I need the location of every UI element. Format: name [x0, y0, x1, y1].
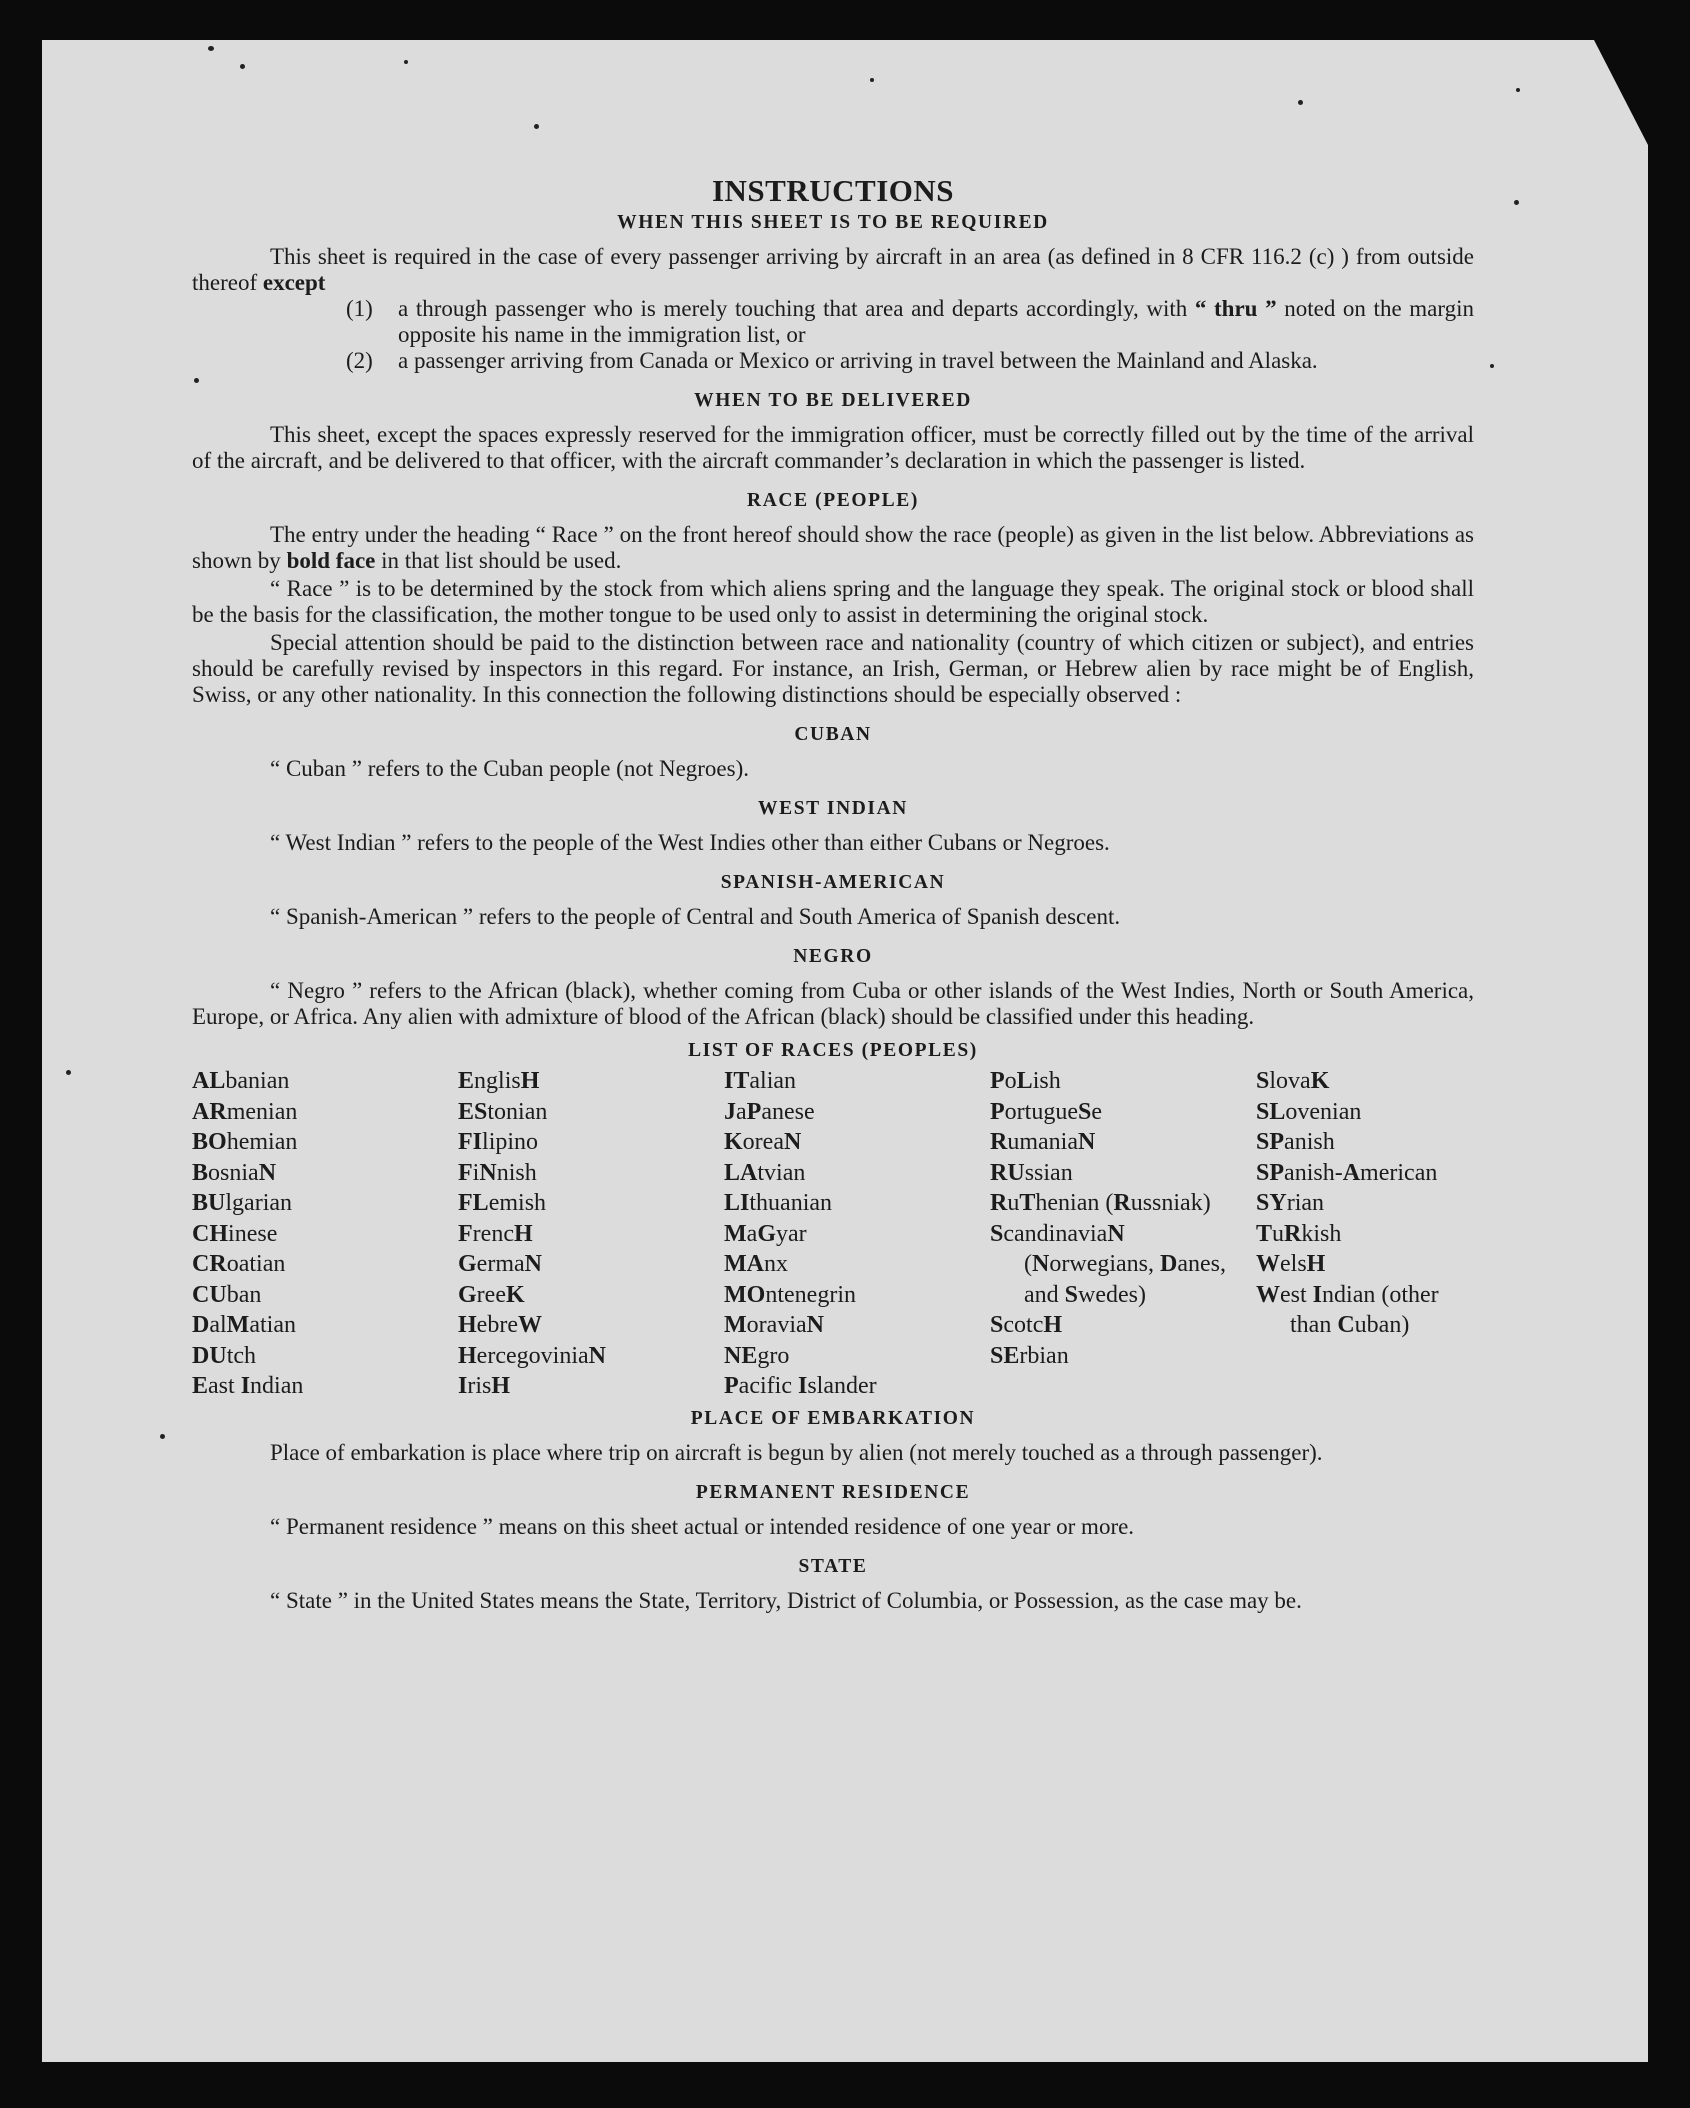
page-title: INSTRUCTIONS [711, 173, 954, 208]
race-entry: GreeK [458, 1281, 525, 1308]
section-heading-west-indian: WEST INDIAN [758, 798, 908, 819]
race-entry: Pacific Islander [724, 1373, 877, 1399]
race-paragraph-3: Special attention should be paid to the distinction between race and nationality (country of which citizen or subject), and entries should be carefully revised by inspectors in this regard. For instance, an Irish, German, or Hebrew alien by race might be of English, Swiss, or any other nationality. In this connection the following distinctions should be especially observed : [192, 630, 1474, 707]
item-text: a passenger arriving from Canada or Mexico or arriving in travel between the Mainland and Alaska. [398, 348, 1318, 373]
race-entry: CUban [192, 1281, 262, 1308]
race-entry: RuThenian (Russniak) [990, 1190, 1211, 1216]
race-entry: SErbian [990, 1342, 1069, 1369]
race-entry: KoreaN [724, 1129, 802, 1155]
section-heading-residence: PERMANENT RESIDENCE [695, 1481, 971, 1503]
negro-text: “ Negro ” refers to the African (black), whether coming from Cuba or other islands of the West Indies, North or South America, Europe, or Africa. Any alien with admixture of blood of the African (black) should be classified under this heading. [192, 978, 1474, 1029]
state-text: “ State ” in the United States means the State, Territory, District of Columbia, or Possession, as the case may be. [270, 1587, 1302, 1613]
race-column [724, 1066, 990, 1402]
race-entry: NEgro [724, 1342, 790, 1369]
race-entry: TuRkish [1256, 1220, 1342, 1247]
race-entry: PoLish [990, 1068, 1061, 1094]
race-entry: EnglisH [458, 1068, 540, 1094]
west-indian-text: “ West Indian ” refers to the people of the West Indies other than either Cubans or Negroes. [270, 830, 1110, 855]
race-column [1256, 1066, 1476, 1402]
race-column [458, 1066, 724, 1402]
race-entry: HercegoviniaN [458, 1342, 606, 1369]
race-entry: BOhemian [192, 1129, 298, 1155]
race-entry: EStonian [458, 1098, 548, 1125]
item-number: (2) [346, 348, 373, 373]
section-heading-when-required: WHEN THIS SHEET IS TO BE REQUIRED [617, 212, 1049, 233]
race-entry: BosniaN [192, 1159, 277, 1186]
race-entry: CHinese [192, 1220, 278, 1247]
race-entry: HebreW [458, 1312, 542, 1338]
scan-speck [240, 64, 245, 69]
race-entry: RumaniaN [990, 1129, 1096, 1155]
exception-item-1 [346, 296, 1474, 348]
scan-speck [1514, 200, 1519, 205]
race-text-part: The entry under the heading “ Race ” on the front hereof should show the race (people) as given in the list below. Abbreviations as shown by [192, 522, 1474, 573]
race-entry: FrencH [458, 1220, 533, 1247]
section-heading-when-delivered: WHEN TO BE DELIVERED [694, 390, 972, 411]
race-entry: MAnx [724, 1251, 788, 1277]
race-entry: SPanish-American [1256, 1159, 1438, 1186]
race-entry: FLemish [458, 1190, 547, 1216]
race-column [990, 1066, 1256, 1402]
scan-speck [534, 124, 539, 129]
race-entry: SLovenian [1256, 1098, 1362, 1125]
race-entry: SYrian [1256, 1190, 1325, 1216]
race-entry: ScotcH [990, 1312, 1063, 1338]
scan-speck [1516, 88, 1520, 92]
race-entry: DUtch [192, 1342, 257, 1369]
scan-speck [208, 46, 214, 51]
section-heading-negro: NEGRO [793, 946, 873, 967]
race-entry: FiNnish [458, 1159, 537, 1186]
section-heading-cuban: CUBAN [794, 724, 872, 745]
when-delivered-text: This sheet, except the spaces expressly reserved for the immigration officer, must be correctly filled out by the time of the arrival of the aircraft, and be delivered to that officer, with the aircraft commander’s declaration in which the passenger is listed. [192, 422, 1474, 473]
embarkation-text: Place of embarkation is place where trip on aircraft is begun by alien (not merely touched as a through passenger). [270, 1439, 1323, 1465]
race-entry: MoraviaN [724, 1312, 824, 1338]
residence-text: “ Permanent residence ” means on this sheet actual or intended residence of one year or more. [270, 1513, 1135, 1539]
race-entry: DalMatian [192, 1312, 296, 1338]
race-entry: East Indian [192, 1373, 304, 1399]
instructions-body [192, 173, 1475, 1614]
scan-speck [1490, 364, 1494, 368]
race-entry: CRoatian [192, 1251, 286, 1277]
intro-text: This sheet is required in the case of every passenger arriving by aircraft in an area (as defined in 8 CFR 116.2 (c) ) from outside thereof [192, 244, 1474, 295]
race-text-bold: bold face [286, 548, 376, 573]
race-paragraph-1 [192, 522, 1474, 574]
race-entry: JaPanese [724, 1098, 815, 1125]
cuban-text: “ Cuban ” refers to the Cuban people (not Negroes). [270, 756, 750, 781]
when-required-intro [192, 244, 1474, 296]
race-entry: SPanish [1256, 1129, 1335, 1155]
race-entry: MaGyar [724, 1220, 807, 1247]
race-entry: LAtvian [724, 1159, 806, 1186]
race-entry: SlovaK [1256, 1068, 1330, 1094]
race-entry: ScandinaviaN (Norwegians, Danes, and Swedes) [990, 1220, 1227, 1308]
race-text-part: in that list should be used. [381, 548, 622, 573]
race-entry: ALbanian [192, 1068, 290, 1094]
intro-bold: except [262, 270, 326, 295]
section-heading-embarkation: PLACE OF EMBARKATION [690, 1407, 976, 1429]
race-entry: GermaN [458, 1251, 542, 1277]
section-heading-race: RACE (PEOPLE) [747, 490, 919, 511]
race-list [192, 1066, 1474, 1402]
section-heading-list-of-races: LIST OF RACES (PEOPLES) [688, 1040, 978, 1061]
item-number: (1) [346, 296, 373, 321]
scan-speck [404, 60, 408, 64]
race-entry: FIlipino [458, 1129, 539, 1155]
scan-speck [870, 78, 874, 82]
exception-item-2 [346, 348, 1474, 374]
race-entry: ARmenian [192, 1098, 298, 1125]
race-entry: LIthuanian [724, 1190, 833, 1216]
scan-speck [66, 1070, 71, 1075]
race-entry: PortugueSe [990, 1098, 1103, 1125]
section-heading-spanish-american: SPANISH-AMERICAN [720, 872, 946, 893]
race-entry: RUssian [990, 1159, 1073, 1186]
race-paragraph-2: “ Race ” is to be determined by the stock from which aliens spring and the language they speak. The original stock or blood shall be the basis for the classification, the mother tongue to be used only to assist in determining the original stock. [192, 576, 1474, 627]
race-entry: WelsH [1256, 1251, 1326, 1277]
race-entry: IrisH [458, 1373, 511, 1399]
race-entry: West Indian (other than Cuban) [1256, 1281, 1439, 1338]
race-entry: ITalian [724, 1068, 797, 1094]
scan-speck [1298, 100, 1303, 105]
race-entry: BUlgarian [192, 1190, 293, 1216]
scan-speck [160, 1434, 165, 1439]
spanish-american-text: “ Spanish-American ” refers to the people of Central and South America of Spanish descent. [270, 904, 1121, 929]
item-text-bold: “ thru ” [1194, 296, 1277, 321]
race-column [192, 1066, 458, 1402]
item-text-part: noted on the margin opposite his name in the immigration list, or [398, 296, 1475, 347]
item-text-part: a through passenger who is merely touching that area and departs accordingly, with [398, 296, 1188, 321]
race-entry: MOntenegrin [724, 1281, 856, 1308]
item-text [398, 296, 1474, 348]
section-heading-state: STATE [798, 1555, 868, 1577]
